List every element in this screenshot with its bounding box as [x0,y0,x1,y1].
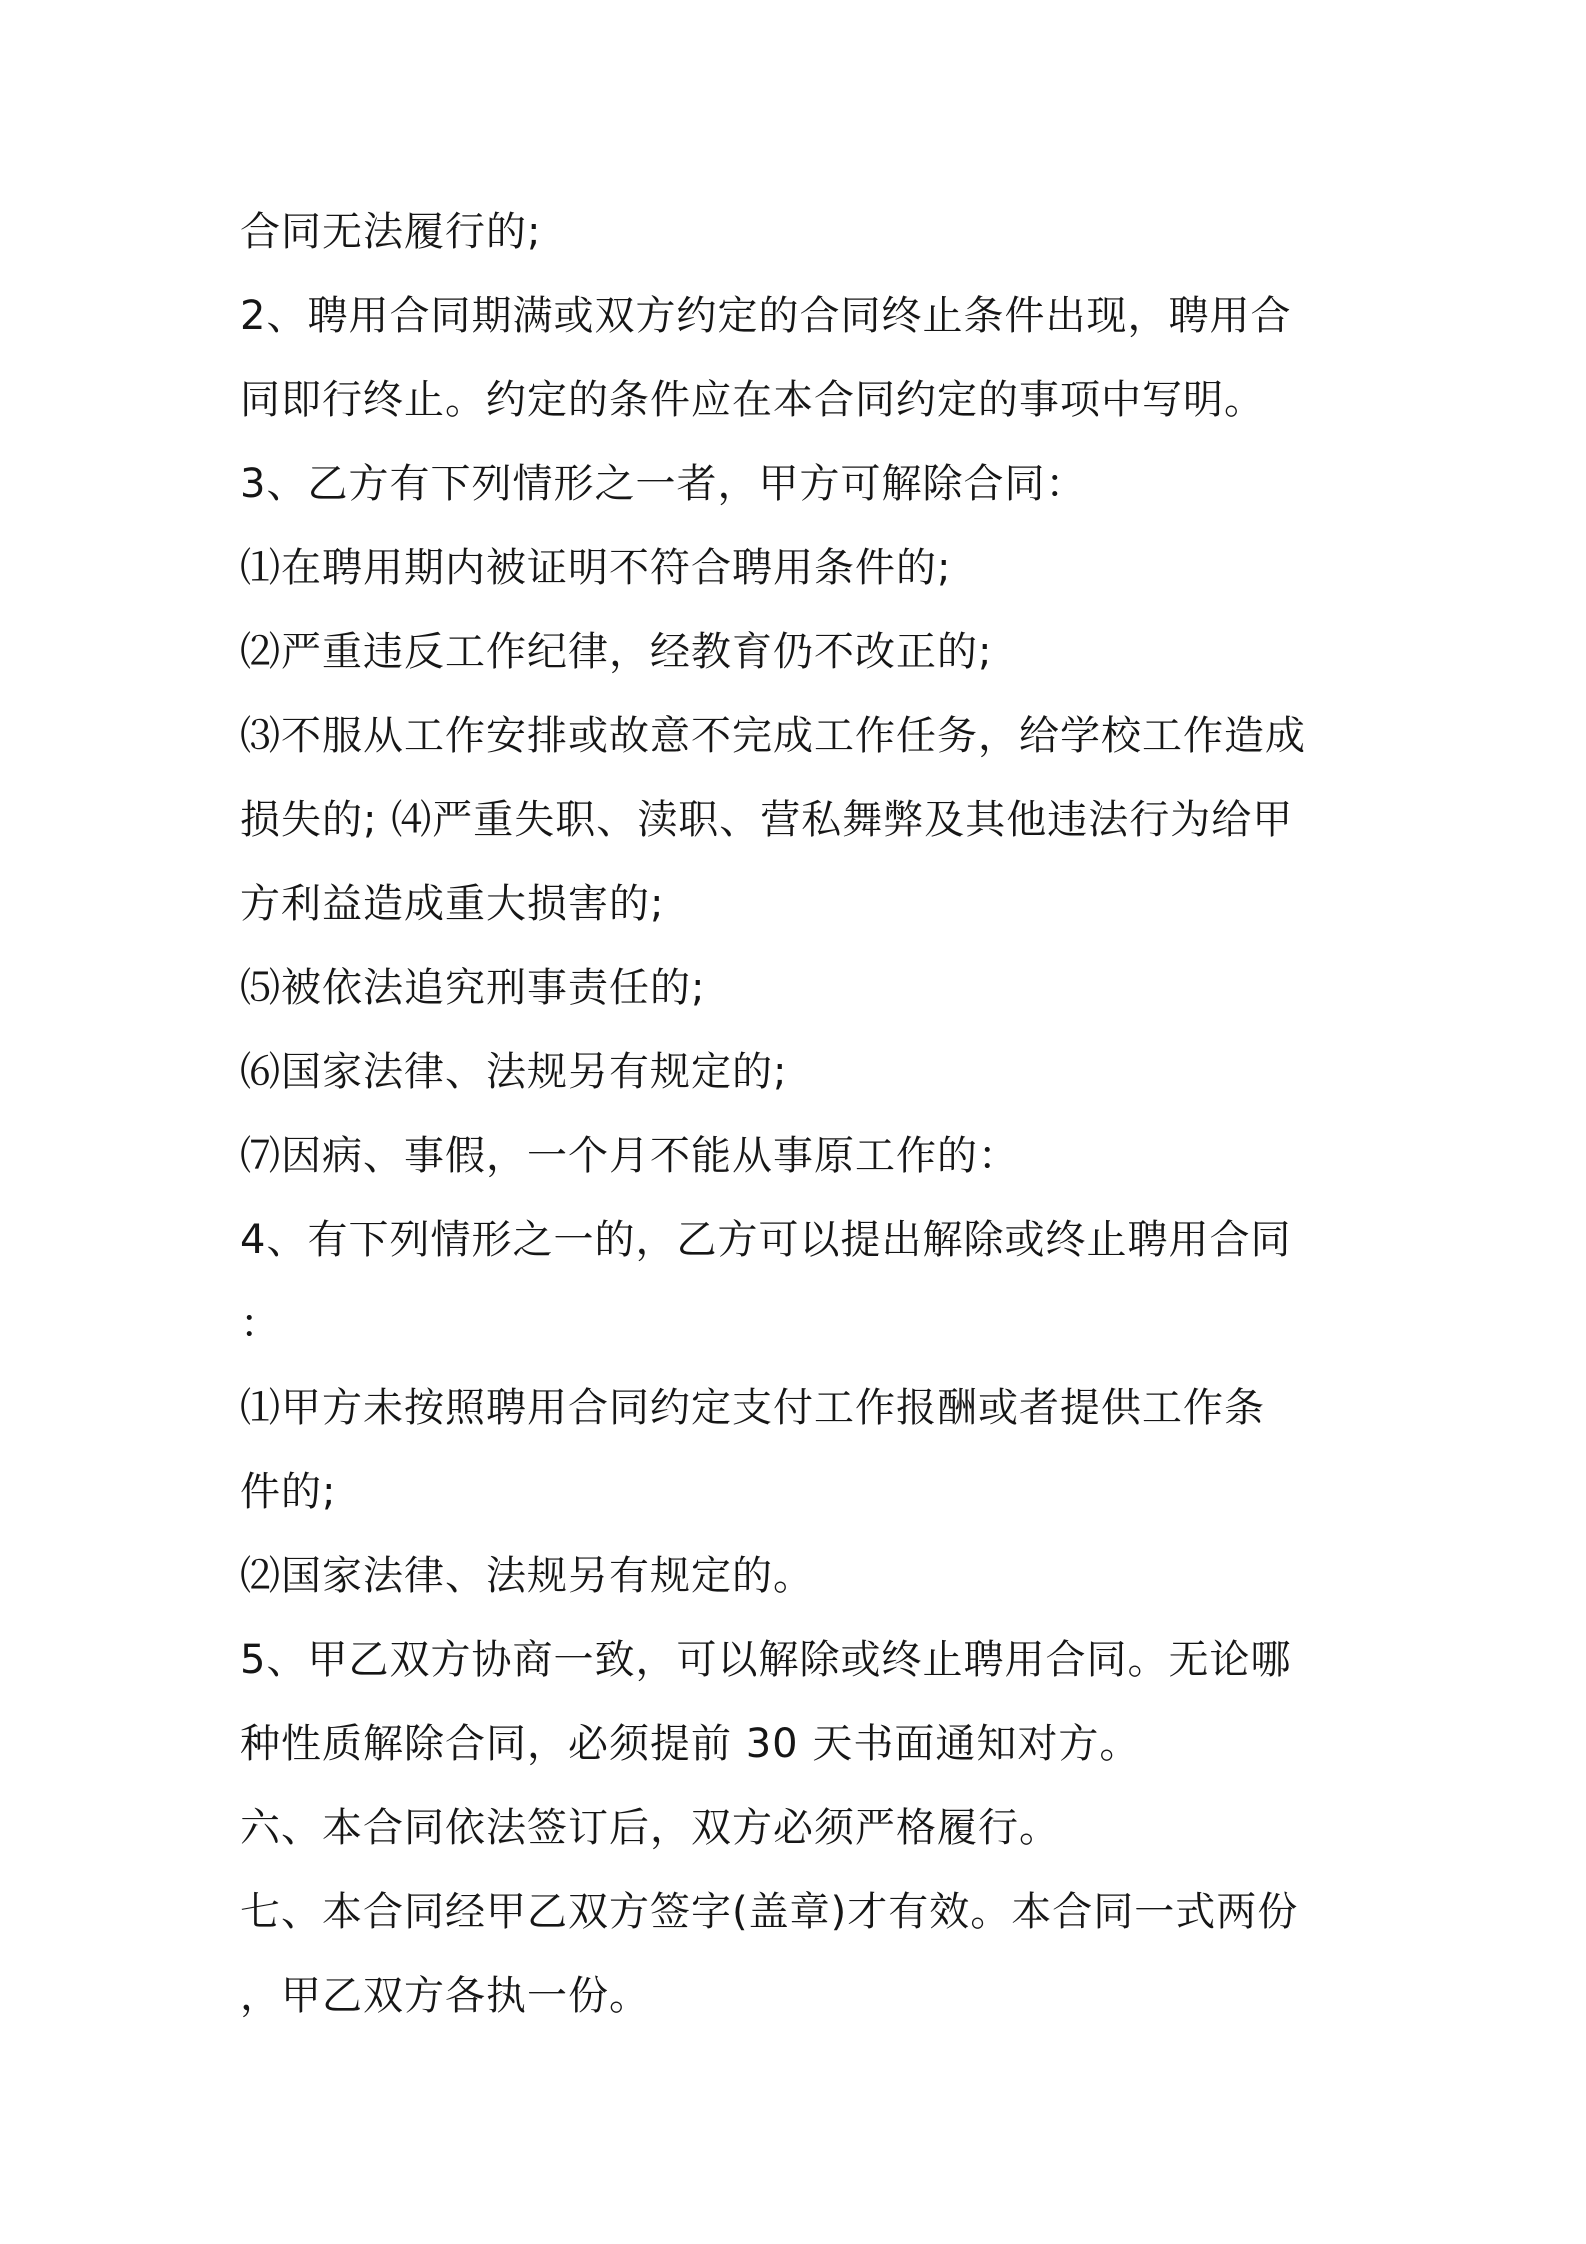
text-line: 2、聘用合同期满或双方约定的合同终止条件出现，聘用合 [240,293,1292,339]
text-line: 同即行终止。约定的条件应在本合同约定的事项中写明。 [240,377,1265,423]
text-line: 方利益造成重大损害的; [240,881,665,927]
text-line: 合同无法履行的; [240,209,542,255]
text-line: ： [240,1301,281,1347]
text-line: 件的; [240,1469,337,1515]
text-line: 种性质解除合同，必须提前 30 天书面通知对方。 [240,1721,1141,1767]
text-line: 七、本合同经甲乙双方签字(盖章)才有效。本合同一式两份 [240,1889,1299,1935]
text-line: 3、乙方有下列情形之一者，甲方可解除合同： [240,461,1087,507]
contract-text [240,190,1360,2038]
text-line: ⑵国家法律、法规另有规定的。 [240,1553,814,1599]
text-line: ，甲乙双方各执一份。 [240,1973,650,2019]
text-line: ⑸被依法追究刑事责任的; [240,965,706,1011]
text-line: 5、甲乙双方协商一致，可以解除或终止聘用合同。无论哪 [240,1637,1292,1683]
text-line: 4、有下列情形之一的，乙方可以提出解除或终止聘用合同 [240,1217,1292,1263]
text-line: ⑵严重违反工作纪律，经教育仍不改正的; [240,629,993,675]
text-line: ⑹国家法律、法规另有规定的; [240,1049,788,1095]
text-line: 损失的; ⑷严重失职、渎职、营私舞弊及其他违法行为给甲 [240,797,1294,843]
text-line: ⑴在聘用期内被证明不符合聘用条件的; [240,545,952,591]
text-line: ⑺因病、事假，一个月不能从事原工作的： [240,1133,1019,1179]
text-line: 六、本合同依法签订后，双方必须严格履行。 [240,1805,1060,1851]
text-line: ⑴甲方未按照聘用合同约定支付工作报酬或者提供工作条 [240,1385,1265,1431]
text-line: ⑶不服从工作安排或故意不完成工作任务，给学校工作造成 [240,713,1306,759]
